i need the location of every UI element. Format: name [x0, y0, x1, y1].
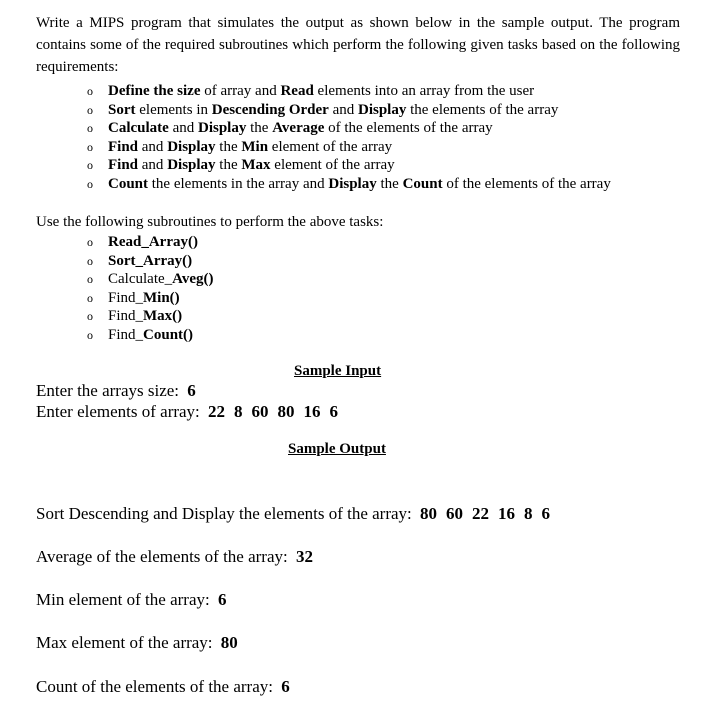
subroutine-item — [87, 307, 214, 326]
sorted-output-line — [36, 504, 559, 524]
list-item-text: Find_ — [108, 289, 144, 306]
max-output-line — [36, 633, 238, 653]
list-item-text: Min — [241, 138, 269, 155]
list-item-text: and — [138, 138, 168, 155]
list-item-text: and — [168, 120, 198, 137]
max-label: Max element of the array: — [36, 633, 213, 652]
list-item-text: Display — [357, 101, 407, 118]
list-item-text: Find — [108, 157, 139, 174]
list-item-text: Calculate_ — [108, 271, 173, 288]
elements-prompt-line — [36, 402, 347, 422]
list-item-text: Sort — [108, 101, 136, 118]
requirement-item — [87, 82, 611, 101]
bullet-marker: o — [87, 139, 93, 154]
bullet-marker: o — [87, 309, 93, 324]
list-item-text: the elements in the array and — [148, 175, 329, 192]
list-item-text: the — [215, 157, 242, 174]
sorted-values — [420, 504, 559, 523]
bullet-marker: o — [87, 102, 93, 117]
sorted-element-value: 16 — [498, 504, 516, 523]
input-element-value: 8 — [234, 402, 243, 421]
bullet-marker: o — [87, 253, 93, 268]
count-label: Count of the elements of the array: — [36, 677, 273, 696]
list-item-text: the elements of the array — [406, 101, 559, 118]
list-item-text: element of the array — [270, 157, 395, 174]
input-element-value: 22 — [208, 402, 226, 421]
list-item-text: Find_ — [108, 326, 144, 343]
list-item-text: of the elements of the array — [442, 175, 611, 192]
sample-output-heading: Sample Output — [288, 441, 386, 457]
list-item-text: Max — [241, 157, 271, 174]
sorted-label: Sort Descending and Display the elements of the array: — [36, 504, 412, 523]
list-item-text: and — [138, 157, 168, 174]
sorted-element-value: 80 — [420, 504, 438, 523]
bullet-marker: o — [87, 158, 93, 173]
requirements-list — [87, 82, 611, 194]
list-item-text: and — [328, 101, 358, 118]
requirement-item — [87, 138, 611, 157]
size-value: 6 — [187, 381, 196, 400]
elements-prompt-label: Enter elements of array: — [36, 402, 200, 421]
list-item-text: Display — [167, 157, 216, 174]
input-elements — [208, 402, 347, 421]
requirement-item — [87, 156, 611, 175]
bullet-marker: o — [87, 272, 93, 287]
list-item-text: Sort_Array() — [108, 252, 193, 269]
count-output-line — [36, 677, 290, 697]
list-item-text: Find_ — [108, 308, 144, 325]
subroutine-item — [87, 252, 214, 271]
size-prompt-label: Enter the arrays size: — [36, 381, 180, 400]
sorted-element-value: 60 — [446, 504, 464, 523]
list-item-text: Average — [272, 120, 325, 137]
sorted-element-value: 6 — [541, 504, 551, 523]
list-item-text: Display — [198, 120, 247, 137]
list-item-text: the — [246, 120, 273, 137]
input-element-value: 16 — [303, 402, 321, 421]
intro-paragraph: Write a MIPS program that simulates the output as shown below in the sample output. The program contains some of the required subroutines which perform the following given tasks based on the following requirements: — [36, 15, 680, 75]
list-item-text: Read — [280, 83, 314, 99]
min-value: 6 — [217, 590, 227, 609]
list-item-text: Count — [402, 175, 443, 192]
bullet-marker: o — [87, 235, 93, 249]
list-item-text: Find — [108, 138, 139, 155]
list-item-text: elements in — [135, 101, 212, 118]
sorted-element-value: 8 — [524, 504, 533, 523]
list-item-text: Max() — [143, 308, 183, 325]
list-item-text: the — [376, 175, 403, 192]
list-item-text: Display — [328, 175, 377, 192]
list-item-text: Display — [167, 138, 216, 155]
bullet-marker: o — [87, 84, 93, 98]
average-value: 32 — [295, 547, 313, 566]
bullet-marker: o — [87, 121, 93, 136]
average-label: Average of the elements of the array: — [36, 547, 288, 566]
subroutine-item — [87, 326, 214, 345]
list-item-text: elements into an array from the user — [313, 83, 535, 99]
count-value: 6 — [281, 677, 290, 696]
average-output-line — [36, 547, 313, 567]
input-element-value: 6 — [329, 402, 339, 421]
input-element-value: 60 — [251, 402, 269, 421]
max-value: 80 — [220, 633, 238, 652]
list-item-text: Read_Array() — [108, 234, 198, 250]
list-item-text: of the elements of the array — [324, 120, 493, 137]
bullet-marker: o — [87, 176, 93, 191]
requirement-item — [87, 175, 611, 194]
subroutine-item — [87, 289, 214, 308]
list-item-text: Aveg() — [172, 271, 214, 288]
list-item-text: Count() — [143, 326, 194, 343]
sorted-element-value: 22 — [472, 504, 490, 523]
min-label: Min element of the array: — [36, 590, 210, 609]
min-output-line — [36, 590, 226, 610]
list-item-text: Min() — [143, 289, 180, 306]
list-item-text: of array and — [200, 83, 281, 99]
list-item-text: size — [177, 83, 201, 99]
input-element-value: 80 — [277, 402, 295, 421]
size-prompt-line — [36, 381, 196, 401]
requirement-item — [87, 101, 611, 120]
requirement-item — [87, 119, 611, 138]
sample-input-heading: Sample Input — [294, 363, 382, 379]
list-item-text: Descending Order — [211, 101, 329, 118]
bullet-marker: o — [87, 290, 93, 305]
list-item-text: element of the array — [268, 138, 393, 155]
subroutines-intro: Use the following subroutines to perform the above tasks: — [36, 214, 384, 230]
list-item-text: the — [215, 138, 242, 155]
subroutine-item — [87, 270, 214, 289]
subroutine-item — [87, 233, 214, 252]
list-item-text: Define the — [108, 83, 178, 99]
subroutines-list — [87, 233, 214, 345]
list-item-text: Count — [108, 175, 149, 192]
list-item-text: Calculate — [108, 120, 169, 137]
bullet-marker: o — [87, 327, 93, 342]
